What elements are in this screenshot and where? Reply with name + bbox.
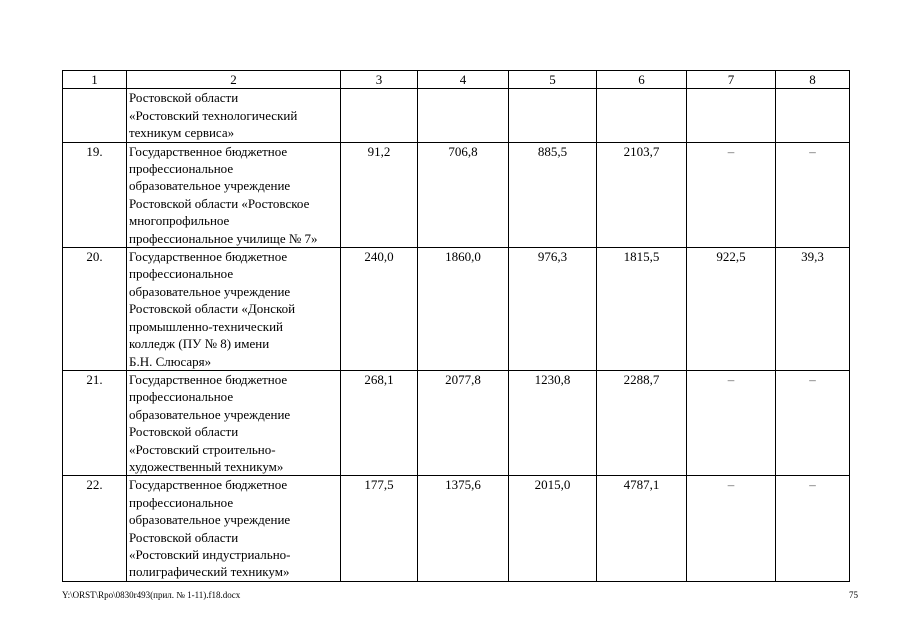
- value-cell-col-6: 1815,5: [597, 248, 687, 371]
- row-number: 21.: [63, 370, 127, 475]
- value-cell-col-4: 706,8: [418, 142, 509, 247]
- value-cell-col-7: –: [687, 142, 776, 247]
- value-cell-col-5: 2015,0: [509, 476, 597, 581]
- institution-name: Государственное бюджетное профессиональное образовательное учреждение Ростовской области «Ростовское многопрофильное профессиональное училище № 7»: [127, 142, 341, 247]
- column-header-5: 5: [509, 71, 597, 89]
- column-header-3: 3: [341, 71, 418, 89]
- institution-name: Ростовской области «Ростовский технологический техникум сервиса»: [127, 89, 341, 142]
- value-cell-col-6: 2103,7: [597, 142, 687, 247]
- column-header-6: 6: [597, 71, 687, 89]
- page-number: 75: [849, 590, 858, 600]
- value-cell-col-7: –: [687, 476, 776, 581]
- value-cell-col-6: 2288,7: [597, 370, 687, 475]
- column-header-7: 7: [687, 71, 776, 89]
- row-number: 20.: [63, 248, 127, 371]
- table-body: [63, 89, 850, 581]
- value-cell-col-8: 39,3: [776, 248, 850, 371]
- institution-name: Государственное бюджетное профессиональное образовательное учреждение Ростовской области «Ростовский индустриально- полиграфический техникум»: [127, 476, 341, 581]
- table-row: [63, 142, 850, 247]
- footer-file-path: Y:\ORST\Rpo\0830r493(прил. № 1-11).f18.docx: [62, 590, 241, 600]
- value-cell-col-5: [509, 89, 597, 142]
- value-cell-col-3: 91,2: [341, 142, 418, 247]
- value-cell-col-8: –: [776, 142, 850, 247]
- table-row: [63, 370, 850, 475]
- value-cell-col-4: 1375,6: [418, 476, 509, 581]
- header-row: [63, 71, 850, 89]
- value-cell-col-6: 4787,1: [597, 476, 687, 581]
- value-cell-col-7: –: [687, 370, 776, 475]
- value-cell-col-5: 976,3: [509, 248, 597, 371]
- column-header-2: 2: [127, 71, 341, 89]
- row-number: 22.: [63, 476, 127, 581]
- value-cell-col-4: 1860,0: [418, 248, 509, 371]
- value-cell-col-8: [776, 89, 850, 142]
- value-cell-col-8: –: [776, 476, 850, 581]
- value-cell-col-3: 268,1: [341, 370, 418, 475]
- value-cell-col-3: [341, 89, 418, 142]
- table-header: [63, 71, 850, 89]
- table-row: [63, 248, 850, 371]
- row-number: [63, 89, 127, 142]
- value-cell-col-5: 1230,8: [509, 370, 597, 475]
- value-cell-col-7: [687, 89, 776, 142]
- institution-name: Государственное бюджетное профессиональное образовательное учреждение Ростовской области «Ростовский строительно- художественный техникум»: [127, 370, 341, 475]
- value-cell-col-5: 885,5: [509, 142, 597, 247]
- value-cell-col-3: 240,0: [341, 248, 418, 371]
- value-cell-col-4: 2077,8: [418, 370, 509, 475]
- value-cell-col-6: [597, 89, 687, 142]
- value-cell-col-7: 922,5: [687, 248, 776, 371]
- row-number: 19.: [63, 142, 127, 247]
- column-header-1: 1: [63, 71, 127, 89]
- value-cell-col-8: –: [776, 370, 850, 475]
- value-cell-col-3: 177,5: [341, 476, 418, 581]
- column-header-8: 8: [776, 71, 850, 89]
- budget-table: [62, 70, 850, 582]
- institution-name: Государственное бюджетное профессиональное образовательное учреждение Ростовской области «Донской промышленно-технический колледж (ПУ № 8) имени Б.Н. Слюсаря»: [127, 248, 341, 371]
- table-row: [63, 476, 850, 581]
- column-header-4: 4: [418, 71, 509, 89]
- value-cell-col-4: [418, 89, 509, 142]
- table-row: [63, 89, 850, 142]
